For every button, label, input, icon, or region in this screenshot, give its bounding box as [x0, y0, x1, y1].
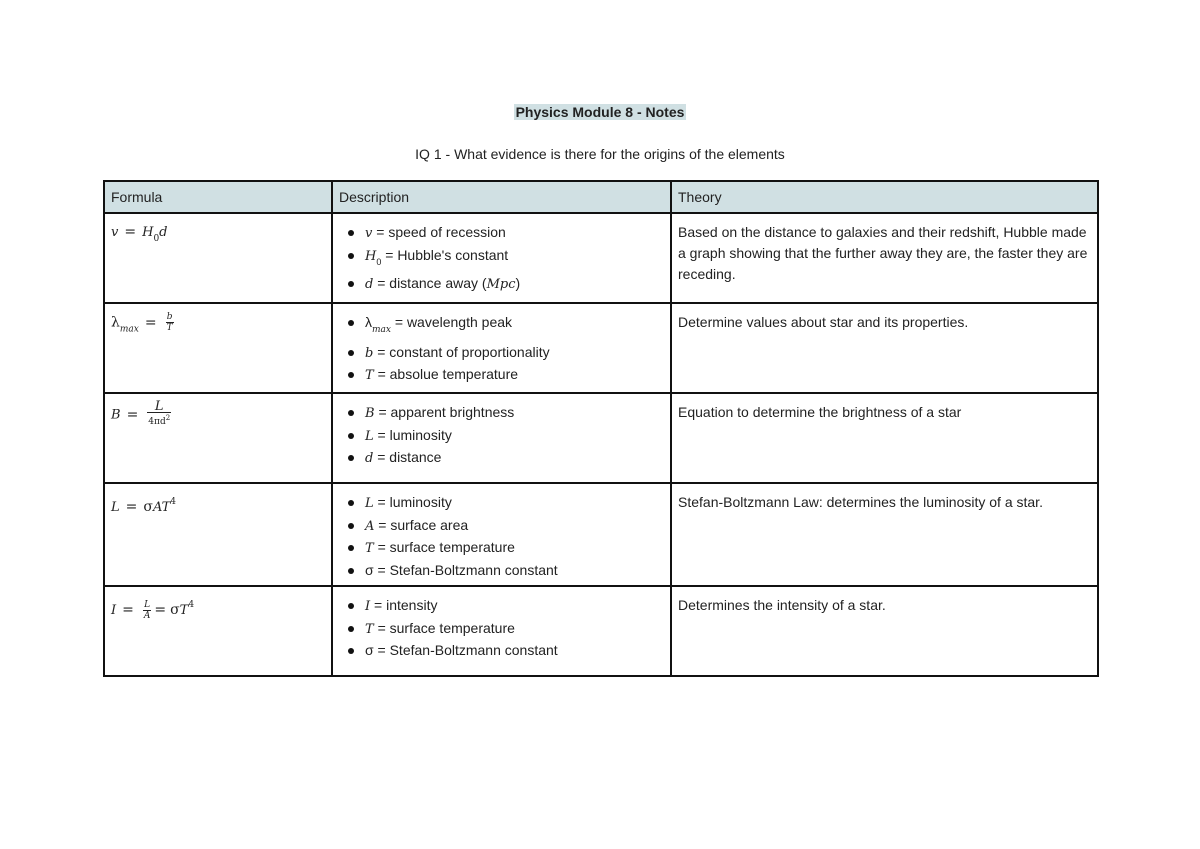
- variable-symbol: T: [365, 541, 374, 556]
- description-cell: [332, 303, 671, 393]
- formula-apparent-brightness: B = $\frac{L}{4\pi d^2}$: [111, 399, 171, 427]
- formula-symbol: B: [111, 407, 121, 423]
- variable-description: = distance: [377, 449, 442, 465]
- description-list: [339, 492, 664, 581]
- fraction-numerator: L: [144, 599, 151, 610]
- formula-symbol: AT: [152, 500, 171, 515]
- table-row: [104, 213, 1098, 303]
- description-list: [339, 402, 664, 470]
- list-item: [339, 537, 664, 560]
- formula-fraction: [147, 399, 171, 427]
- description-cell: [332, 483, 671, 586]
- variable-description: = luminosity: [377, 426, 452, 443]
- table-row: [104, 586, 1098, 676]
- description-cell: [332, 213, 671, 303]
- variable-symbol: T: [365, 368, 374, 383]
- formula-exponent: 4: [188, 600, 195, 610]
- list-item: [339, 640, 664, 662]
- variable-description: = Stefan-Boltzmann constant: [377, 642, 558, 658]
- notes-table: [103, 180, 1099, 677]
- formula-hubble-law: $v = H_0d$: [111, 224, 168, 244]
- description-cell: [332, 586, 671, 676]
- variable-description: = Stefan-Boltzmann constant: [377, 561, 558, 578]
- formula-stefan-boltzmann: L = σAT$^4$: [111, 497, 177, 515]
- page-title: [0, 102, 1200, 122]
- list-item: [339, 492, 664, 515]
- variable-description: = absolue temperature: [377, 366, 519, 382]
- fraction-denominator: [147, 413, 171, 427]
- list-item: [339, 222, 664, 245]
- list-item: [339, 515, 664, 538]
- table-header-row: [104, 181, 1098, 213]
- list-item: [339, 618, 664, 641]
- formula-symbol: λ: [111, 314, 120, 331]
- theory-cell: Determine values about star and its properties.: [671, 303, 1098, 393]
- formula-symbol: T: [179, 603, 189, 618]
- page-title-text: Physics Module 8 - Notes: [515, 104, 685, 120]
- variable-symbol: L: [365, 428, 374, 444]
- variable-description: = Hubble's constant: [385, 246, 509, 263]
- denominator-exponent: 2: [165, 414, 171, 422]
- table-row: [104, 483, 1098, 586]
- list-item: [339, 273, 664, 296]
- variable-subscript: max: [372, 325, 391, 335]
- closing-paren: ): [515, 275, 521, 291]
- table-row: [104, 303, 1098, 393]
- theory-cell: Determines the intensity of a star.: [671, 586, 1098, 676]
- variable-description: = surface area: [378, 516, 469, 533]
- variable-symbol: L: [365, 496, 374, 511]
- formula-cell: [104, 393, 332, 483]
- variable-description: = surface temperature: [377, 619, 515, 636]
- variable-symbol: d: [365, 451, 374, 466]
- variable-symbol: b: [365, 345, 374, 361]
- formula-fraction: [166, 312, 174, 333]
- formula-wien-law: $\lambda_{max}$ = $\frac{b}{T}$: [111, 312, 173, 335]
- variable-description: = wavelength peak: [394, 314, 513, 330]
- variable-symbol: d: [365, 277, 374, 292]
- formula-cell: [104, 483, 332, 586]
- fraction-numerator: L: [147, 402, 171, 413]
- list-item: [339, 560, 664, 582]
- list-item: [339, 425, 664, 448]
- list-item: [339, 364, 664, 387]
- formula-cell: [104, 303, 332, 393]
- variable-symbol: λ: [365, 314, 372, 330]
- formula-cell: [104, 213, 332, 303]
- variable-symbol: T: [365, 621, 374, 637]
- theory-cell: Based on the distance to galaxies and their redshift, Hubble made a graph showing that the further away they are, the faster they are receding.: [671, 213, 1098, 303]
- list-item: [339, 402, 664, 425]
- formula-subscript: 0: [153, 234, 160, 244]
- variable-symbol: I: [365, 599, 371, 614]
- denominator-base: 4πd: [148, 417, 166, 427]
- formula-cell: [104, 586, 332, 676]
- variable-description: = constant of proportionality: [377, 343, 550, 360]
- formula-intensity: I = $\frac{L}{A}$ = $\sigma T^4$: [111, 599, 195, 621]
- formula-symbol: L: [111, 500, 120, 515]
- formula-symbol: I: [111, 603, 117, 618]
- list-item: [339, 342, 664, 365]
- list-item: [339, 447, 664, 470]
- variable-subscript: 0: [376, 256, 382, 267]
- theory-cell: Stefan-Boltzmann Law: determines the luminosity of a star.: [671, 483, 1098, 586]
- formula-subscript: max: [119, 324, 139, 335]
- column-header-formula: Formula: [104, 181, 332, 213]
- formula-symbol: v: [111, 225, 119, 240]
- variable-symbol: σ: [365, 642, 374, 658]
- variable-symbol: v: [365, 226, 373, 241]
- variable-description: = distance away (: [377, 275, 487, 291]
- description-list: [339, 222, 664, 296]
- variable-description: = intensity: [374, 597, 438, 613]
- variable-symbol: H: [365, 248, 377, 264]
- fraction-numerator: b: [166, 312, 173, 322]
- description-list: [339, 595, 664, 662]
- description-cell: [332, 393, 671, 483]
- formula-symbol: d: [159, 225, 168, 240]
- variable-description: = apparent brightness: [378, 404, 515, 420]
- fraction-denominator: T: [166, 323, 173, 333]
- list-item: [339, 312, 664, 342]
- variable-description: = luminosity: [377, 494, 452, 510]
- variable-description: = speed of recession: [376, 224, 506, 240]
- formula-fraction: [143, 600, 152, 621]
- formula-symbol: H: [142, 225, 154, 240]
- variable-symbol: σ: [365, 561, 374, 578]
- formula-symbol: σ: [170, 602, 180, 618]
- theory-cell: Equation to determine the brightness of a star: [671, 393, 1098, 483]
- column-header-description: Description: [332, 181, 671, 213]
- variable-symbol: A: [365, 518, 375, 534]
- variable-symbol: B: [365, 406, 375, 421]
- list-item: [339, 595, 664, 618]
- fraction-denominator: A: [143, 610, 151, 621]
- column-header-theory: Theory: [671, 181, 1098, 213]
- variable-description: = surface temperature: [377, 539, 515, 555]
- list-item: [339, 245, 664, 274]
- formula-exponent: 4: [170, 497, 177, 507]
- formula-symbol: σ: [143, 499, 153, 515]
- description-list: [339, 312, 664, 387]
- unit-symbol: Mpc: [486, 277, 516, 292]
- table-row: [104, 393, 1098, 483]
- page-subtitle: IQ 1 - What evidence is there for the origins of the elements: [415, 146, 785, 162]
